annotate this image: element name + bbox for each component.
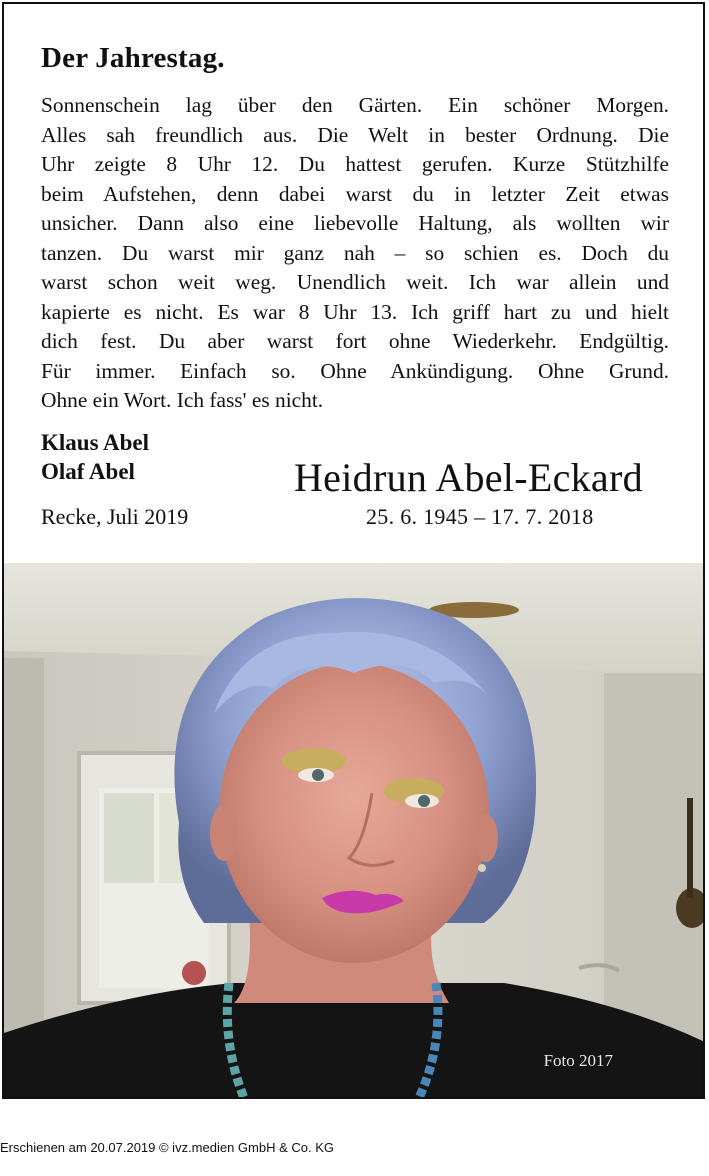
signer-name: Klaus Abel [41, 430, 150, 455]
life-dates: 25. 6. 1945 – 17. 7. 2018 [366, 504, 594, 529]
poem-line: dich fest. Du aber warst fort ohne Wiederkehr. Endgültig. [41, 329, 669, 353]
obituary-notice [2, 2, 705, 1099]
portrait-photo [4, 563, 705, 1099]
poem-line: Ohne ein Wort. Ich fass' es nicht. [41, 388, 324, 412]
poem-line: Uhr zeigte 8 Uhr 12. Du hattest gerufen. Kurze Stützhilfe [41, 152, 669, 176]
poem-line: kapierte es nicht. Es war 8 Uhr 13. Ich griff hart zu und hielt [41, 299, 669, 324]
poem-line: tanzen. Du warst mir ganz nah – so schien es. Doch du [41, 240, 669, 265]
signers [41, 428, 149, 486]
deceased-name: Heidrun Abel-Eckard [294, 455, 643, 500]
signer-name: Olaf Abel [41, 459, 135, 484]
poem-line: unsicher. Dann also eine liebevolle Haltung, als wollten wir [41, 211, 669, 235]
poem-line: Sonnenschein lag über den Gärten. Ein schöner Morgen. [41, 93, 669, 117]
poem-line: Für immer. Einfach so. Ohne Ankündigung. Ohne Grund. [41, 358, 669, 383]
poem-line: warst schon weit weg. Unendlich weit. Ich war allein und [41, 270, 669, 294]
poem-title: Der Jahrestag. [41, 42, 225, 74]
place-date: Recke, Juli 2019 [41, 504, 189, 529]
poem-line: Alles sah freundlich aus. Die Welt in bester Ordnung. Die [41, 122, 669, 147]
photo-caption: Foto 2017 [543, 1051, 613, 1070]
portrait-illustration [4, 563, 705, 1099]
poem-line: beim Aufstehen, denn dabei warst du in letzter Zeit etwas [41, 181, 669, 206]
poem-text [41, 91, 669, 416]
publication-footer: Erschienen am 20.07.2019 © ivz.medien GmbH & Co. KG [0, 1140, 335, 1155]
